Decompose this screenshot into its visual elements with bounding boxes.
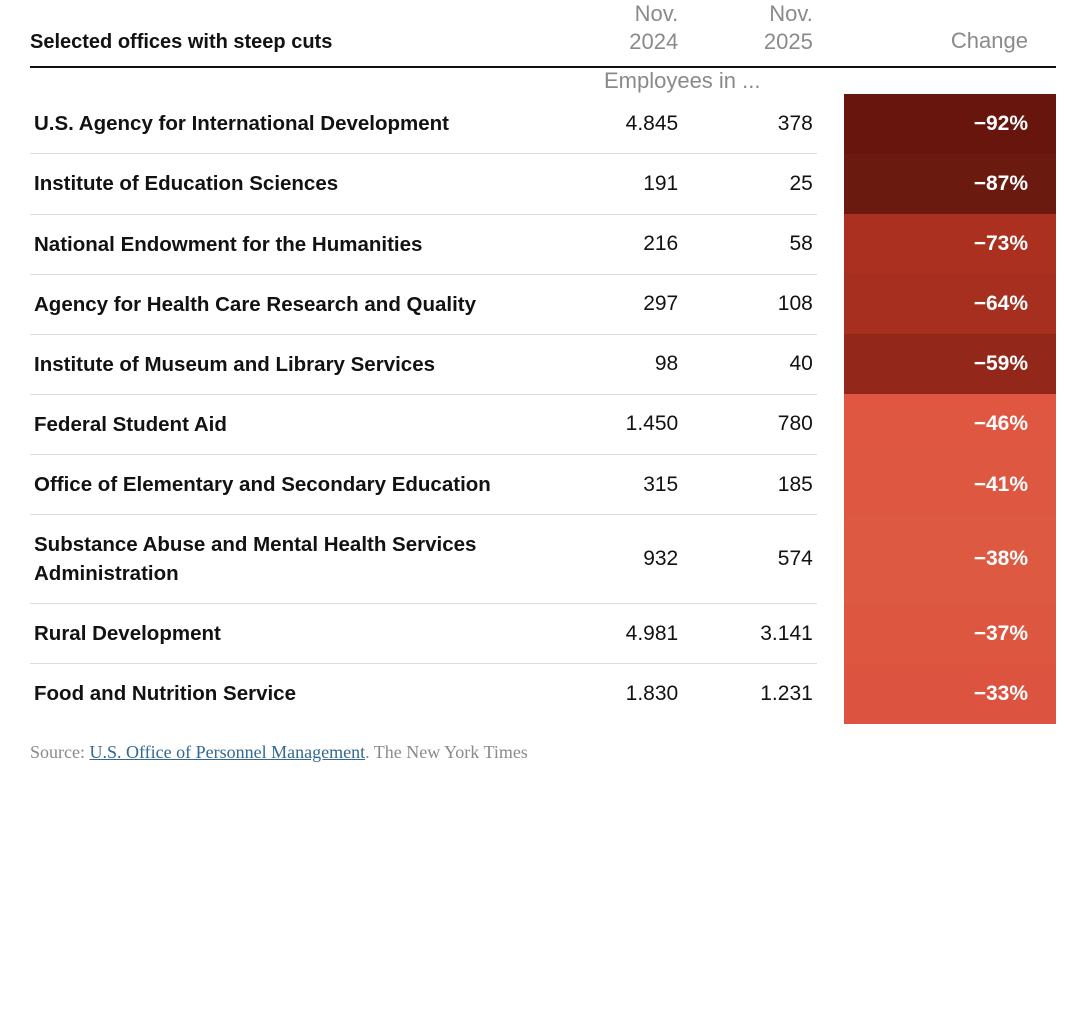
change-cell: −46% [844,394,1056,454]
table-row [30,394,1056,454]
source-credit: The New York Times [373,741,528,762]
row-spacer [817,94,844,154]
source-link[interactable]: U.S. Office of Personnel Management [89,741,366,762]
employees-2025: 108 [682,274,817,334]
change-cell: −64% [844,274,1056,334]
employees-2025: 25 [682,154,817,214]
employees-2025: 58 [682,214,817,274]
office-name: Office of Elementary and Secondary Education [30,454,548,514]
row-spacer [817,274,844,334]
source-period: . [365,741,370,762]
table-header-row [30,0,1056,66]
change-cell: −59% [844,334,1056,394]
year-2024-line1: Nov. [634,1,679,26]
change-cell: −92% [844,94,1056,154]
office-name: Food and Nutrition Service [30,664,548,724]
column-header-change: Change [950,28,1028,54]
table-row [30,664,1056,724]
change-cell: −73% [844,214,1056,274]
table-row [30,94,1056,154]
table-row [30,274,1056,334]
row-spacer [817,334,844,394]
employees-2024: 216 [548,214,683,274]
super-header-spacer-2 [817,68,844,94]
office-name: Rural Development [30,604,548,664]
year-2024-line2: 2024 [629,29,679,55]
employees-2024: 1.830 [548,664,683,724]
office-name: Substance Abuse and Mental Health Services Administration [30,515,548,604]
employees-2024: 1.450 [548,394,683,454]
employees-2024: 4.845 [625,111,679,135]
table-row [30,334,1056,394]
employees-2024: 297 [548,274,683,334]
row-spacer [817,515,844,604]
change-cell: −41% [844,454,1056,514]
employees-2025: 574 [682,515,817,604]
row-spacer [817,664,844,724]
office-name: National Endowment for the Humanities [30,214,548,274]
office-name: U.S. Agency for International Development [34,112,450,136]
source-prefix: Source: [30,741,85,762]
office-name: Federal Student Aid [30,394,548,454]
employees-2025: 780 [682,394,817,454]
source-note [30,724,1056,763]
employees-2025: 185 [682,454,817,514]
table-row [30,154,1056,214]
employees-2024: 4.981 [548,604,683,664]
year-2025-line2: 2025 [763,29,813,55]
super-header-label: Employees in ... [603,68,761,94]
super-header-spacer-3 [844,68,1056,94]
table-row [30,515,1056,604]
employees-2025: 378 [777,111,813,135]
row-spacer [817,214,844,274]
office-name: Agency for Health Care Research and Quality [30,274,548,334]
column-header-name: Selected offices with steep cuts [30,31,333,54]
row-spacer [817,394,844,454]
employees-2025: 1.231 [682,664,817,724]
table-row [30,604,1056,664]
employees-2025: 40 [682,334,817,394]
change-cell: −33% [844,664,1056,724]
row-spacer [817,604,844,664]
office-name: Institute of Education Sciences [30,154,548,214]
change-cell: −38% [844,515,1056,604]
employees-2024: 98 [548,334,683,394]
employees-2024: 932 [548,515,683,604]
super-header-spacer [30,68,548,94]
change-cell: −37% [844,604,1056,664]
table-row [30,214,1056,274]
row-spacer [817,454,844,514]
year-2025-line1: Nov. [769,1,813,26]
agency-cuts-table [30,0,1056,724]
table-body [30,94,1056,723]
column-header-spacer [817,0,844,66]
column-header-year-2024 [548,0,683,66]
change-cell: −87% [844,154,1056,214]
table-row [30,454,1056,514]
office-name: Institute of Museum and Library Services [30,334,548,394]
employees-2024: 315 [548,454,683,514]
row-spacer [817,154,844,214]
employees-2025: 3.141 [682,604,817,664]
super-header-row [30,68,1056,94]
column-header-year-2025 [682,0,817,66]
employees-2024: 191 [548,154,683,214]
